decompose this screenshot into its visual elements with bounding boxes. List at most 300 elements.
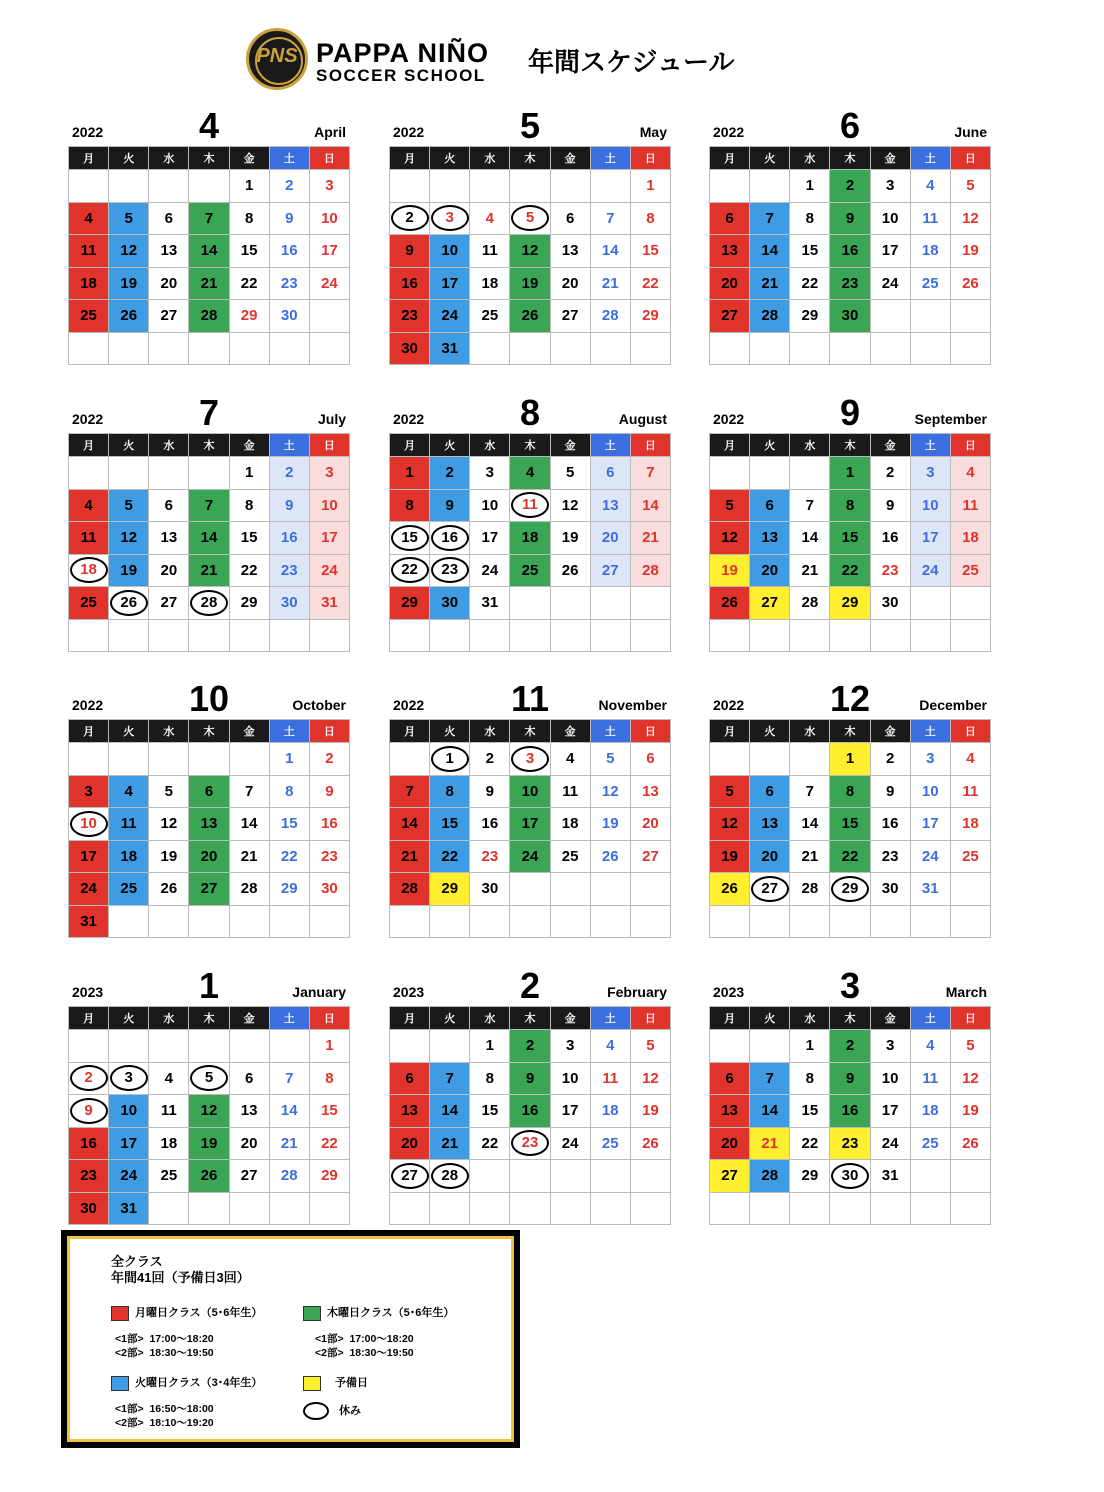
day-cell: 29 — [390, 587, 430, 620]
empty-cell — [269, 1192, 309, 1225]
day-cell: 4 — [910, 170, 950, 203]
day-cell: 5 — [630, 1030, 670, 1063]
day-cell: 21 — [189, 554, 229, 587]
empty-cell — [269, 1030, 309, 1063]
empty-cell — [710, 619, 750, 652]
empty-cell — [630, 587, 670, 620]
day-cell: 14 — [189, 522, 229, 555]
day-cell: 27 — [590, 554, 630, 587]
weekday-header: 金 — [550, 147, 590, 170]
weekday-header: 金 — [870, 720, 910, 743]
weekday-header: 土 — [269, 1007, 309, 1030]
weekday-header: 土 — [590, 434, 630, 457]
day-cell: 26 — [950, 1127, 990, 1160]
day-cell — [510, 202, 550, 235]
weekday-header: 日 — [950, 1007, 990, 1030]
empty-cell — [149, 743, 189, 776]
empty-cell — [710, 743, 750, 776]
day-off-circle: 5 — [190, 1065, 228, 1091]
day-cell: 4 — [550, 743, 590, 776]
day-cell: 12 — [550, 489, 590, 522]
month-table — [68, 719, 350, 938]
weekday-header: 木 — [189, 720, 229, 743]
day-cell: 22 — [830, 840, 870, 873]
empty-cell — [790, 743, 830, 776]
month-year: 2022 — [713, 411, 745, 427]
day-cell: 2 — [470, 743, 510, 776]
empty-cell — [750, 170, 790, 203]
day-cell: 7 — [790, 489, 830, 522]
day-cell: 10 — [870, 1062, 910, 1095]
day-cell: 26 — [710, 873, 750, 906]
monday-swatch — [111, 1306, 129, 1321]
day-cell: 27 — [229, 1160, 269, 1193]
day-cell: 29 — [430, 873, 470, 906]
day-cell: 23 — [830, 1127, 870, 1160]
day-cell: 24 — [550, 1127, 590, 1160]
day-cell: 18 — [550, 808, 590, 841]
day-cell: 17 — [109, 1127, 149, 1160]
weekday-header: 月 — [710, 147, 750, 170]
day-cell: 21 — [590, 267, 630, 300]
day-cell: 30 — [870, 587, 910, 620]
day-cell: 10 — [910, 775, 950, 808]
empty-cell — [430, 1192, 470, 1225]
thursday-label: 木曜日クラス（5･6年生） — [327, 1307, 455, 1319]
empty-cell — [229, 743, 269, 776]
empty-cell — [830, 619, 870, 652]
day-cell: 15 — [790, 235, 830, 268]
day-cell: 7 — [269, 1062, 309, 1095]
empty-cell — [69, 457, 109, 490]
month-header — [709, 373, 991, 433]
empty-cell — [630, 1160, 670, 1193]
day-cell: 12 — [950, 202, 990, 235]
empty-cell — [870, 332, 910, 365]
day-cell: 10 — [309, 202, 349, 235]
empty-cell — [590, 1192, 630, 1225]
day-cell: 25 — [510, 554, 550, 587]
weekday-header: 火 — [430, 147, 470, 170]
month-number: 4 — [198, 105, 220, 146]
day-cell: 11 — [69, 235, 109, 268]
brand-name: PAPPA NIÑO — [316, 38, 490, 68]
brand-subtitle: SOCCER SCHOOL — [316, 66, 486, 85]
day-off-circle: 3 — [431, 205, 469, 231]
reserve-swatch — [303, 1376, 321, 1391]
day-cell: 3 — [910, 457, 950, 490]
day-cell: 23 — [390, 300, 430, 333]
day-cell: 24 — [910, 554, 950, 587]
month-year: 2022 — [713, 697, 745, 713]
day-cell — [390, 1160, 430, 1193]
month-calendar — [709, 659, 991, 938]
month-year: 2022 — [72, 697, 104, 713]
day-cell: 23 — [309, 840, 349, 873]
weekday-header: 日 — [309, 147, 349, 170]
day-cell: 18 — [109, 840, 149, 873]
month-number: 8 — [519, 392, 541, 433]
day-cell: 17 — [69, 840, 109, 873]
day-cell: 10 — [309, 489, 349, 522]
day-cell: 27 — [710, 1160, 750, 1193]
day-cell: 28 — [790, 587, 830, 620]
empty-cell — [189, 1192, 229, 1225]
day-cell: 30 — [470, 873, 510, 906]
day-cell: 30 — [430, 587, 470, 620]
day-cell: 8 — [229, 202, 269, 235]
month-header — [68, 659, 350, 719]
day-cell: 21 — [750, 267, 790, 300]
day-cell: 28 — [229, 873, 269, 906]
day-cell — [69, 808, 109, 841]
day-cell: 29 — [309, 1160, 349, 1193]
month-calendar — [68, 946, 350, 1225]
weekday-header: 水 — [149, 1007, 189, 1030]
day-cell: 2 — [430, 457, 470, 490]
logo-monogram: PNS — [256, 45, 298, 67]
weekday-header: 水 — [470, 1007, 510, 1030]
weekday-header: 金 — [229, 147, 269, 170]
weekday-header: 金 — [870, 434, 910, 457]
weekday-header: 火 — [430, 1007, 470, 1030]
reserve-label: 予備日 — [335, 1377, 368, 1389]
day-cell: 11 — [950, 489, 990, 522]
day-cell: 20 — [750, 840, 790, 873]
day-cell — [69, 1095, 109, 1128]
day-cell: 30 — [390, 332, 430, 365]
weekday-header: 月 — [710, 1007, 750, 1030]
weekday-header: 木 — [510, 434, 550, 457]
weekday-header: 金 — [229, 720, 269, 743]
day-cell: 14 — [750, 235, 790, 268]
empty-cell — [189, 619, 229, 652]
weekday-header: 火 — [109, 1007, 149, 1030]
empty-cell — [910, 1160, 950, 1193]
empty-cell — [790, 1192, 830, 1225]
day-cell — [109, 1062, 149, 1095]
day-cell: 27 — [189, 873, 229, 906]
day-cell: 11 — [69, 522, 109, 555]
day-cell: 24 — [910, 840, 950, 873]
day-cell: 24 — [69, 873, 109, 906]
monday-label: 月曜日クラス（5･6年生） — [135, 1307, 263, 1319]
month-header — [709, 86, 991, 146]
day-cell: 11 — [550, 775, 590, 808]
month-name: May — [639, 124, 667, 140]
day-cell: 14 — [790, 522, 830, 555]
weekday-header: 水 — [470, 434, 510, 457]
day-cell: 4 — [510, 457, 550, 490]
day-cell: 16 — [510, 1095, 550, 1128]
day-cell — [510, 743, 550, 776]
day-cell: 6 — [590, 457, 630, 490]
legend-monday — [111, 1304, 262, 1321]
weekday-header: 土 — [910, 720, 950, 743]
empty-cell — [149, 905, 189, 938]
weekday-header: 水 — [470, 147, 510, 170]
month-name: March — [945, 984, 987, 1000]
empty-cell — [870, 300, 910, 333]
month-table — [709, 433, 991, 652]
day-cell: 24 — [510, 840, 550, 873]
day-cell: 13 — [550, 235, 590, 268]
day-off-circle: 26 — [110, 590, 148, 616]
day-cell: 31 — [470, 587, 510, 620]
day-cell: 8 — [470, 1062, 510, 1095]
empty-cell — [910, 587, 950, 620]
day-cell: 16 — [69, 1127, 109, 1160]
empty-cell — [229, 1192, 269, 1225]
day-cell: 1 — [309, 1030, 349, 1063]
month-number: 10 — [188, 678, 230, 719]
weekday-header: 月 — [390, 1007, 430, 1030]
day-cell: 17 — [470, 522, 510, 555]
empty-cell — [550, 587, 590, 620]
weekday-header: 土 — [590, 1007, 630, 1030]
month-calendar — [68, 373, 350, 652]
day-cell: 11 — [910, 202, 950, 235]
day-cell: 26 — [550, 554, 590, 587]
month-number: 9 — [839, 392, 861, 433]
day-cell: 16 — [269, 522, 309, 555]
day-cell: 1 — [229, 457, 269, 490]
empty-cell — [69, 619, 109, 652]
empty-cell — [550, 905, 590, 938]
month-number: 11 — [510, 678, 550, 719]
day-cell: 12 — [590, 775, 630, 808]
day-cell: 13 — [390, 1095, 430, 1128]
day-cell: 23 — [269, 554, 309, 587]
day-cell: 3 — [69, 775, 109, 808]
day-cell: 6 — [149, 202, 189, 235]
day-cell: 30 — [269, 587, 309, 620]
empty-cell — [710, 332, 750, 365]
day-cell: 3 — [870, 1030, 910, 1063]
empty-cell — [750, 1192, 790, 1225]
day-cell: 26 — [630, 1127, 670, 1160]
day-cell: 26 — [149, 873, 189, 906]
empty-cell — [950, 300, 990, 333]
day-cell: 22 — [229, 554, 269, 587]
day-cell: 1 — [790, 1030, 830, 1063]
day-cell: 16 — [830, 1095, 870, 1128]
day-cell: 15 — [229, 522, 269, 555]
empty-cell — [750, 743, 790, 776]
empty-cell — [950, 905, 990, 938]
day-cell: 5 — [710, 489, 750, 522]
day-off-circle: 23 — [511, 1130, 549, 1156]
legend-box — [61, 1230, 520, 1448]
day-cell: 19 — [710, 554, 750, 587]
empty-cell — [750, 1030, 790, 1063]
empty-cell — [309, 905, 349, 938]
empty-cell — [109, 905, 149, 938]
month-number: 3 — [839, 965, 861, 1006]
empty-cell — [710, 905, 750, 938]
empty-cell — [510, 905, 550, 938]
day-off-circle: 28 — [190, 590, 228, 616]
month-number: 6 — [839, 105, 861, 146]
weekday-header: 月 — [69, 147, 109, 170]
day-cell: 1 — [830, 457, 870, 490]
day-cell: 13 — [229, 1095, 269, 1128]
day-cell: 18 — [149, 1127, 189, 1160]
empty-cell — [550, 332, 590, 365]
day-cell: 5 — [109, 489, 149, 522]
empty-cell — [870, 619, 910, 652]
month-year: 2022 — [393, 697, 425, 713]
empty-cell — [910, 332, 950, 365]
day-cell: 29 — [630, 300, 670, 333]
weekday-header: 火 — [750, 147, 790, 170]
weekday-header: 月 — [390, 434, 430, 457]
month-number: 12 — [829, 678, 871, 719]
month-table — [389, 146, 671, 365]
empty-cell — [390, 1192, 430, 1225]
month-header — [68, 946, 350, 1006]
empty-cell — [149, 1192, 189, 1225]
day-cell: 19 — [149, 840, 189, 873]
day-cell: 4 — [470, 202, 510, 235]
day-cell: 6 — [229, 1062, 269, 1095]
day-cell: 5 — [149, 775, 189, 808]
day-cell: 15 — [309, 1095, 349, 1128]
empty-cell — [550, 1192, 590, 1225]
day-cell: 8 — [830, 489, 870, 522]
day-cell: 21 — [750, 1127, 790, 1160]
weekday-header: 金 — [550, 720, 590, 743]
legend-subtitle: 年間41回（予備日3回） — [111, 1270, 250, 1285]
day-cell: 25 — [910, 267, 950, 300]
weekday-header: 水 — [790, 147, 830, 170]
day-cell: 19 — [109, 554, 149, 587]
month-header — [709, 946, 991, 1006]
day-cell: 1 — [830, 743, 870, 776]
day-cell: 13 — [149, 522, 189, 555]
month-name: December — [919, 697, 987, 713]
weekday-header: 月 — [710, 434, 750, 457]
empty-cell — [269, 905, 309, 938]
day-cell: 21 — [269, 1127, 309, 1160]
header — [0, 26, 1104, 92]
empty-cell — [550, 873, 590, 906]
day-cell: 26 — [510, 300, 550, 333]
legend-tuesday — [111, 1374, 262, 1391]
empty-cell — [550, 170, 590, 203]
day-cell: 21 — [390, 840, 430, 873]
day-cell: 13 — [710, 235, 750, 268]
day-cell: 17 — [510, 808, 550, 841]
day-cell: 9 — [870, 489, 910, 522]
day-cell: 31 — [870, 1160, 910, 1193]
day-off-circle: 27 — [391, 1163, 429, 1189]
day-cell: 24 — [870, 1127, 910, 1160]
day-cell: 19 — [510, 267, 550, 300]
day-cell: 14 — [390, 808, 430, 841]
day-cell: 25 — [149, 1160, 189, 1193]
day-cell: 6 — [630, 743, 670, 776]
empty-cell — [149, 619, 189, 652]
empty-cell — [430, 1030, 470, 1063]
empty-cell — [710, 1030, 750, 1063]
day-cell: 13 — [750, 522, 790, 555]
empty-cell — [910, 300, 950, 333]
day-cell: 15 — [269, 808, 309, 841]
empty-cell — [390, 619, 430, 652]
month-header — [68, 86, 350, 146]
weekday-header: 土 — [910, 434, 950, 457]
empty-cell — [630, 873, 670, 906]
weekday-header: 月 — [390, 720, 430, 743]
day-cell: 20 — [710, 1127, 750, 1160]
day-cell: 3 — [550, 1030, 590, 1063]
day-off-circle: 28 — [431, 1163, 469, 1189]
day-off-circle: 11 — [511, 492, 549, 518]
day-cell: 23 — [870, 840, 910, 873]
day-cell: 21 — [229, 840, 269, 873]
month-table — [709, 1006, 991, 1225]
day-cell: 14 — [430, 1095, 470, 1128]
day-cell: 13 — [149, 235, 189, 268]
day-cell: 10 — [870, 202, 910, 235]
day-cell: 12 — [710, 522, 750, 555]
month-calendar — [389, 946, 671, 1225]
day-cell: 27 — [149, 300, 189, 333]
day-cell: 15 — [229, 235, 269, 268]
day-cell: 25 — [950, 554, 990, 587]
empty-cell — [750, 332, 790, 365]
day-cell: 22 — [269, 840, 309, 873]
month-calendar — [68, 659, 350, 938]
day-off-circle: 2 — [391, 205, 429, 231]
day-cell — [109, 587, 149, 620]
day-off-circle: 27 — [751, 876, 789, 902]
day-cell: 6 — [189, 775, 229, 808]
day-cell: 24 — [309, 554, 349, 587]
empty-cell — [69, 332, 109, 365]
weekday-header: 木 — [189, 434, 229, 457]
month-table — [389, 719, 671, 938]
empty-cell — [189, 905, 229, 938]
day-cell: 28 — [590, 300, 630, 333]
empty-cell — [910, 905, 950, 938]
month-name: August — [618, 411, 667, 427]
day-cell: 27 — [710, 300, 750, 333]
day-cell: 31 — [430, 332, 470, 365]
month-year: 2022 — [72, 124, 104, 140]
day-cell: 22 — [830, 554, 870, 587]
day-cell: 14 — [189, 235, 229, 268]
empty-cell — [149, 457, 189, 490]
day-cell: 19 — [950, 235, 990, 268]
off-label: 休み — [339, 1405, 361, 1417]
day-cell: 5 — [950, 170, 990, 203]
day-cell: 18 — [69, 267, 109, 300]
day-cell: 21 — [189, 267, 229, 300]
day-cell: 18 — [470, 267, 510, 300]
day-cell — [750, 873, 790, 906]
day-cell: 13 — [189, 808, 229, 841]
month-year: 2022 — [72, 411, 104, 427]
day-cell: 7 — [189, 202, 229, 235]
empty-cell — [830, 1192, 870, 1225]
empty-cell — [910, 1192, 950, 1225]
day-cell: 8 — [790, 1062, 830, 1095]
weekday-header: 土 — [590, 720, 630, 743]
day-cell: 24 — [870, 267, 910, 300]
day-cell: 15 — [630, 235, 670, 268]
